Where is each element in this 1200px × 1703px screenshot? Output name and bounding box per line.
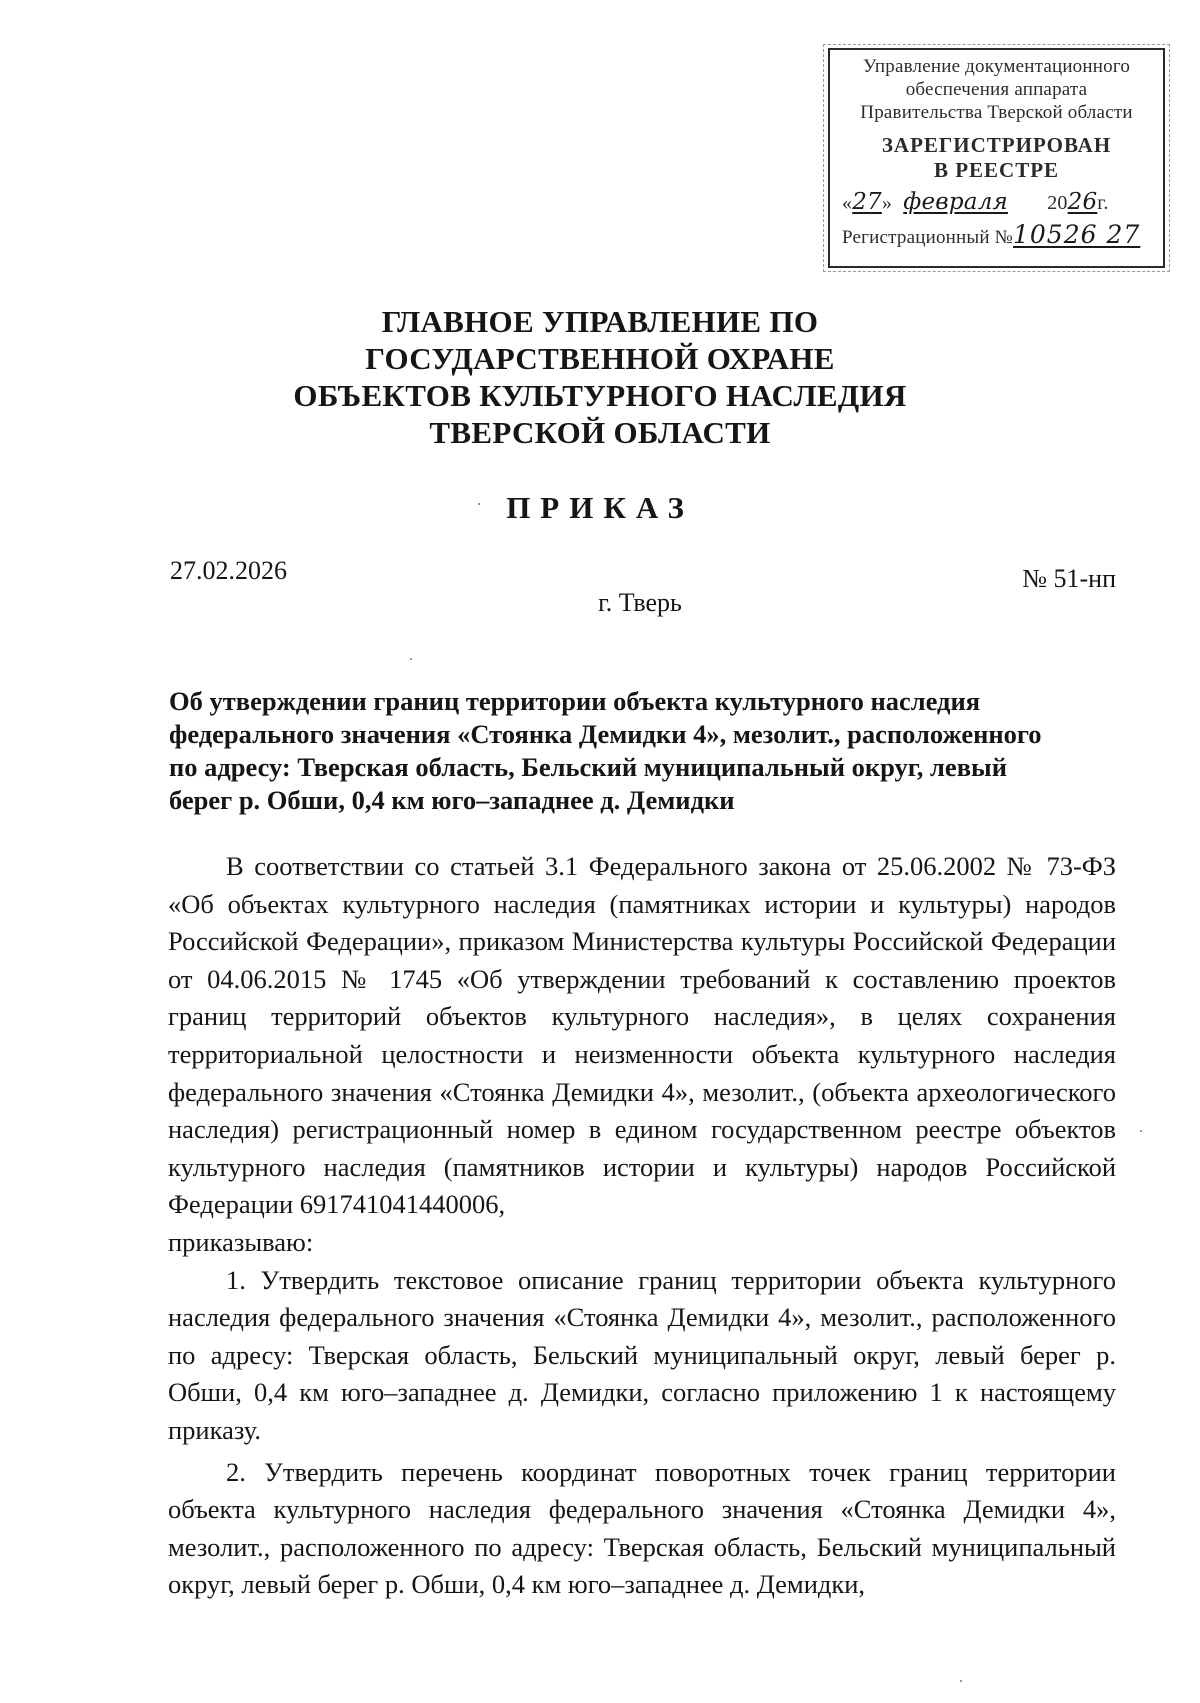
authority-line1: ГЛАВНОЕ УПРАВЛЕНИЕ ПО — [381, 304, 819, 339]
stamp-registration-number — [830, 220, 1163, 249]
stamp-department-line3: Правительства Тверской области — [860, 102, 1133, 123]
body-order-word: приказываю: — [168, 1226, 314, 1257]
document-type: ПРИКАЗ — [506, 490, 694, 525]
registration-stamp — [828, 48, 1165, 268]
document-city: г. Тверь — [598, 588, 682, 617]
authority-line4: ТВЕРСКОЙ ОБЛАСТИ — [429, 415, 771, 450]
stamp-date-year-unit: г. — [1097, 192, 1109, 214]
stamp-reg-number-label: Регистрационный № — [842, 227, 1013, 248]
stamp-department-line2: обеспечения аппарата — [905, 79, 1088, 100]
subject-line4: берег р. Обши, 0,4 км юго–западнее д. Демидки — [169, 785, 735, 815]
authority-line3: ОБЪЕКТОВ КУЛЬТУРНОГО НАСЛЕДИЯ — [293, 378, 907, 413]
stamp-registered-line2: В РЕЕСТРЕ — [933, 158, 1060, 182]
document-date: 27.02.2026 — [170, 556, 287, 585]
stamp-date-open-quote: « — [842, 192, 853, 214]
document-number: № 51-нп — [1022, 564, 1116, 593]
scan-speck — [410, 658, 412, 660]
subject-line2: федерального значения «Стоянка Демидки 4», мезолит., расположенного — [169, 719, 1042, 749]
body-preamble: В соответствии со статьей 3.1 Федерального закона от 25.06.2002 № 73-ФЗ «Об объектах культурного наследия (памятниках истории и культуры) народов Российской Федерации», приказом Министерства культуры Российской Федерации от 04.06.2015 № 1745 «Об утверждении требований к составлению проектов границ территорий объектов культурного наследия», в целях сохранения территориальной целостности и неизменности объекта культурного наследия федерального значения «Стоянка Демидки 4», мезолит., (объекта археологического наследия) регистрационный номер в едином государственном реестре объектов культурного наследия (памятников истории и культуры) народов Российской Федерации 691741041440006, — [168, 851, 1116, 1220]
stamp-date — [830, 191, 1163, 215]
subject-line1: Об утверждении границ территории объекта культурного наследия — [169, 686, 981, 716]
stamp-registered-line1: ЗАРЕГИСТРИРОВАН — [881, 133, 1112, 157]
stamp-date-month: февраля — [903, 189, 1008, 215]
stamp-date-year-suffix: 26 — [1067, 189, 1098, 215]
scan-speck — [1140, 1130, 1142, 1132]
body-item-2: 2. Утвердить перечень координат поворотных точек границ территории объекта культурного наследия федерального значения «Стоянка Демидки 4», мезолит., расположенного по адресу: Тверская область, Бельский муниципальный округ, левый берег р. Обши, 0,4 км юго–западнее д. Демидки, — [168, 1456, 1116, 1600]
scan-speck — [478, 503, 480, 505]
authority-line2: ГОСУДАРСТВЕННОЙ ОХРАНЕ — [365, 341, 835, 376]
stamp-registered-label — [830, 132, 1163, 182]
stamp-reg-number-value: 10526 27 — [1013, 220, 1141, 249]
document-subject — [169, 685, 1119, 817]
subject-line3: по адресу: Тверская область, Бельский муниципальный округ, левый — [169, 752, 1007, 782]
stamp-date-day: 27 — [852, 189, 882, 215]
body-item-1: 1. Утвердить текстовое описание границ территории объекта культурного наследия федерального значения «Стоянка Демидки 4», мезолит., расположенного по адресу: Тверская область, Бельский муниципальный округ, левый берег р. Обши, 0,4 км юго–западнее д. Демидки, согласно приложению 1 к настоящему приказу. — [168, 1264, 1116, 1445]
document-body — [168, 848, 1116, 1604]
scan-speck — [960, 1680, 962, 1682]
stamp-date-close-quote: » — [881, 192, 893, 214]
stamp-date-year-prefix: 20 — [1047, 192, 1068, 214]
issuing-authority — [200, 303, 1000, 451]
stamp-department-line1: Управление документационного — [862, 56, 1131, 77]
